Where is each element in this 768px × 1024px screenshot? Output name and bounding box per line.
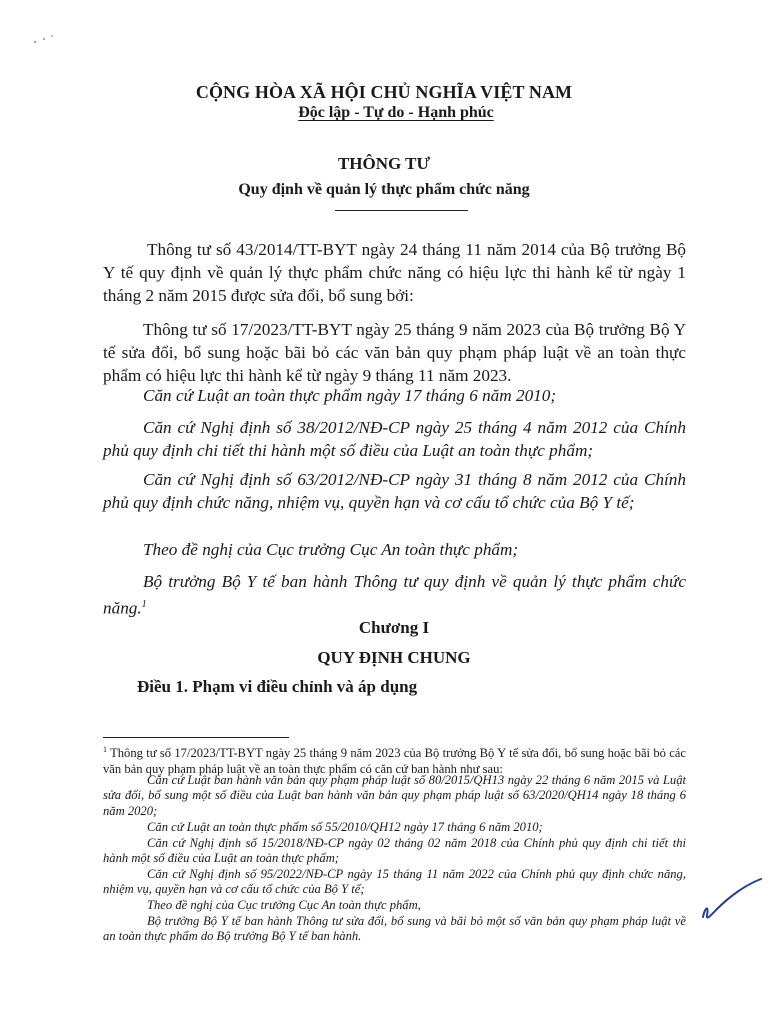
motto xyxy=(12,104,768,122)
amendment-paragraph: Thông tư số 17/2023/TT-BYT ngày 25 tháng 9 năm 2023 của Bộ trưởng Bộ Y tế sửa đổi, bổ sung hoặc bãi bỏ các văn bản quy phạm pháp luật về an toàn thực phẩm có hiệu lực thi hành kể từ ngày 9 tháng 11 năm 2023. xyxy=(103,320,686,385)
chapter-name: QUY ĐỊNH CHUNG xyxy=(317,648,471,667)
chapter-number: Chương I xyxy=(358,618,430,637)
pen-mark-signature xyxy=(695,855,765,925)
legal-basis-2: Căn cứ Nghị định số 38/2012/NĐ-CP ngày 25 tháng 4 năm 2012 của Chính phủ quy định chi tiết thi hành một số điều của Luật an toàn thực phẩm; xyxy=(103,418,686,460)
footnote-lead xyxy=(103,742,686,777)
issuance-line xyxy=(103,570,686,620)
issuance-text: Bộ trưởng Bộ Y tế ban hành Thông tư quy định về quản lý thực phẩm chức năng. xyxy=(103,572,686,618)
footnote-line-4: Căn cứ Nghị định số 95/2022/NĐ-CP ngày 15 tháng 11 năm 2022 của Chính phủ quy định chức năng, nhiệm vụ, quyền hạn và cơ cấu tổ chức của Bộ Y tế; xyxy=(103,867,686,897)
footnote-reference: 1 xyxy=(141,599,147,610)
footnote-line-5: Theo đề nghị của Cục trưởng Cục An toàn thực phẩm, xyxy=(147,898,421,912)
footnote-marker: 1 xyxy=(103,745,107,754)
document-title: Quy định về quản lý thực phẩm chức năng xyxy=(238,181,530,198)
nation-heading: CỘNG HÒA XÃ HỘI CHỦ NGHĨA VIỆT NAM xyxy=(195,82,573,102)
title-divider xyxy=(335,210,468,211)
intro-paragraph: Thông tư số 43/2014/TT-BYT ngày 24 tháng 11 năm 2014 của Bộ trưởng Bộ Y tế quy định về quản lý thực phẩm chức năng có hiệu lực thi hành kể từ ngày 1 tháng 2 năm 2015 được sửa đổi, bổ sung bởi: xyxy=(103,240,686,305)
scan-specks xyxy=(30,30,70,50)
legal-basis-1: Căn cứ Luật an toàn thực phẩm ngày 17 tháng 6 năm 2010; xyxy=(143,386,557,405)
footnote-lead-text: Thông tư số 17/2023/TT-BYT ngày 25 tháng 9 năm 2023 của Bộ trưởng Bộ Y tế sửa đổi, bổ sung hoặc bãi bỏ các văn bản quy phạm pháp luật về an toàn thực phẩm có căn cứ ban hành như sau: xyxy=(103,746,686,776)
footnote-line-3: Căn cứ Nghị định số 15/2018/NĐ-CP ngày 02 tháng 02 năm 2018 của Chính phủ quy định chi tiết thi hành một số điều của Luật an toàn thực phẩm; xyxy=(103,836,686,866)
article-heading: Điều 1. Phạm vi điều chỉnh và áp dụng xyxy=(137,677,418,696)
legal-basis-3: Căn cứ Nghị định số 63/2012/NĐ-CP ngày 31 tháng 8 năm 2012 của Chính phủ quy định chức năng, nhiệm vụ, quyền hạn và cơ cấu tổ chức của Bộ Y tế; xyxy=(103,470,686,512)
motto-text: Độc lập - Tự do - Hạnh phúc xyxy=(298,104,494,121)
footnote-divider xyxy=(103,737,289,738)
document-type: THÔNG TƯ xyxy=(337,154,431,173)
footnote-line-6: Bộ trưởng Bộ Y tế ban hành Thông tư sửa đổi, bổ sung và bãi bỏ một số văn bản quy phạm pháp luật về an toàn thực phẩm do Bộ trưởng Bộ Y tế ban hành. xyxy=(103,914,686,944)
footnote-line-2: Căn cứ Luật an toàn thực phẩm số 55/2010/QH12 ngày 17 tháng 6 năm 2010; xyxy=(147,820,543,834)
proposal-line: Theo đề nghị của Cục trưởng Cục An toàn thực phẩm; xyxy=(143,540,519,559)
footnote-line-1: Căn cứ Luật ban hành văn bản quy phạm pháp luật số 80/2015/QH13 ngày 22 tháng 6 năm 2015 và Luật sửa đổi, bổ sung một số điều của Luật ban hành văn bản quy phạm pháp luật số 63/2020/QH14 ngày 18 tháng 6 năm 2020; xyxy=(103,773,686,818)
